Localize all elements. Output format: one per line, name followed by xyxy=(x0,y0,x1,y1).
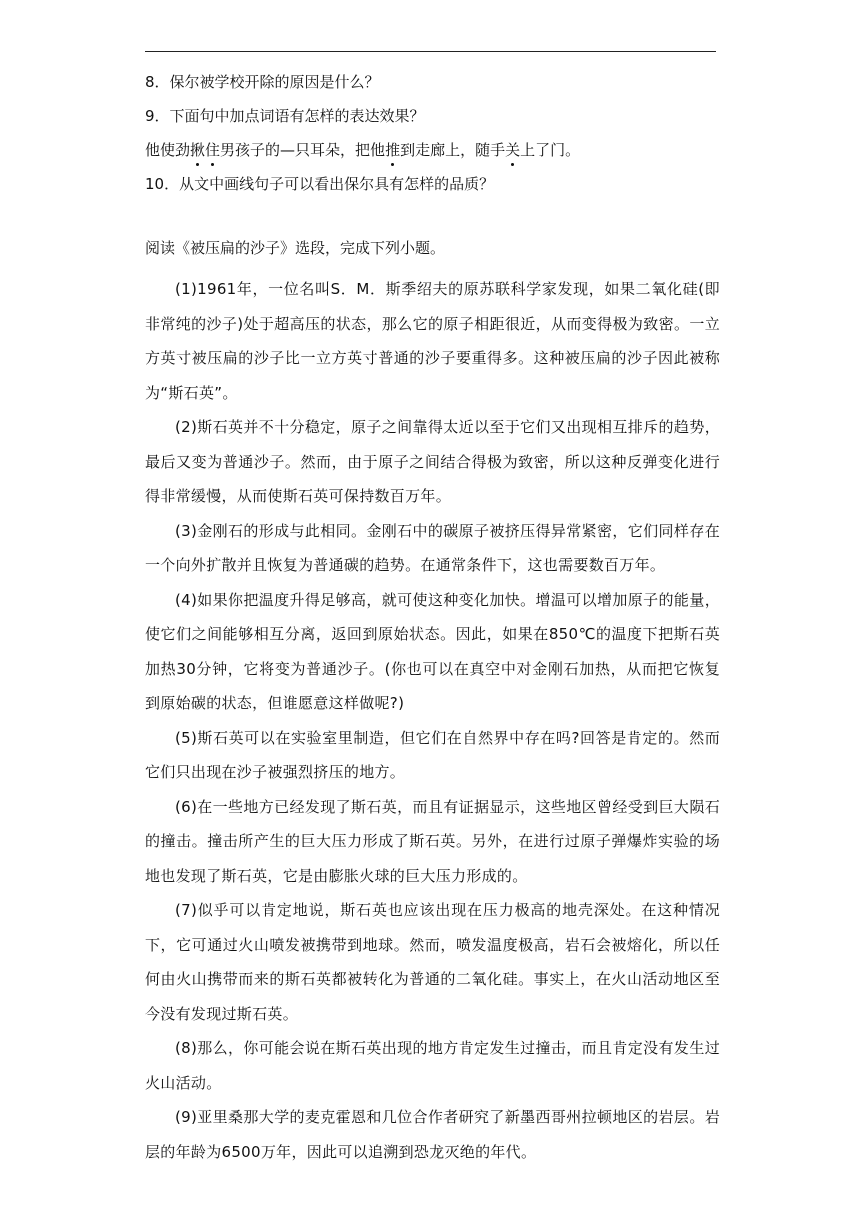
paragraph-6: (6)在一些地方已经发现了斯石英，而且有证据显示，这些地区曾经受到巨大陨石的撞击。撞击所产生的巨大压力形成了斯石英。另外，在进行过原子弹爆炸实验的场地也发现了斯石英，它是由膨胀火球的巨大压力形成的。 xyxy=(145,797,720,885)
paragraph-2: (2)斯石英并不十分稳定，原子之间靠得太近以至于它们又出现相互排斥的趋势，最后又变为普通沙子。然而，由于原子之间结合得极为致密，所以这种反弹变化进行得非常缓慢，从而使斯石英可保持数百万年。 xyxy=(145,418,720,505)
paragraph-4: (4)如果你把温度升得足够高，就可使这种变化加快。增温可以增加原子的能量，使它们之间能够相互分离，返回到原始状态。因此，如果在850℃的温度下把斯石英加热30分钟，它将变为普通沙子。(你也可以在真空中对金刚石加热，从而把它恢复到原始碳的状态，但谁愿意这样做呢?) xyxy=(145,590,720,712)
reading-intro: 阅读《被压扁的沙子》选段，完成下列小题。 xyxy=(145,239,446,257)
paragraph-8: (8)那么，你可能会说在斯石英出现的地方肯定发生过撞击，而且肯定没有发生过火山活动。 xyxy=(145,1039,720,1092)
paragraph-9: (9)亚里桑那大学的麦克霍恩和几位合作者研究了新墨西哥州拉顿地区的岩层。岩层的年龄为6500万年，因此可以追溯到恐龙灭绝的年代。 xyxy=(145,1108,720,1161)
sentence-part: 到走廊上，随手 xyxy=(400,141,506,159)
question-9-sentence xyxy=(145,140,580,160)
paragraph-5: (5)斯石英可以在实验室里制造，但它们在自然界中存在吗?回答是肯定的。然而它们只出现在沙子被强烈挤压的地方。 xyxy=(145,728,720,781)
sentence-part: 上了门。 xyxy=(520,141,581,159)
sentence-part: 男孩子的—只耳朵，把他 xyxy=(220,141,386,159)
dotted-word: 揪 xyxy=(190,141,206,159)
header-divider xyxy=(145,51,716,52)
question-8: 8．保尔被学校开除的原因是什么？ xyxy=(145,73,380,91)
paragraph-1: (1)1961年，一位名叫S．M．斯季绍夫的原苏联科学家发现，如果二氧化硅(即非常纯的沙子)处于超高压的状态，那么它的原子相距很近，从而变得极为致密。一立方英寸被压扁的沙子比一立方英寸普通的沙子要重得多。这种被压扁的沙子因此被称为“斯石英”。 xyxy=(145,280,720,402)
question-10: 10．从文中画线句子可以看出保尔具有怎样的品质？ xyxy=(145,175,495,193)
paragraph-3: (3)金刚石的形成与此相同。金刚石中的碳原子被挤压得异常紧密，它们同样存在一个向外扩散并且恢复为普通碳的趋势。在通常条件下，这也需要数百万年。 xyxy=(145,521,720,574)
paragraph-7: (7)似乎可以肯定地说，斯石英也应该出现在压力极高的地壳深处。在这种情况下，它可通过火山喷发被携带到地球。然而，喷发温度极高，岩石会被熔化，所以任何由火山携带而来的斯石英都被转化为普通的二氧化硅。事实上，在火山活动地区至今没有发现过斯石英。 xyxy=(145,901,720,1023)
dotted-word: 推 xyxy=(385,141,401,159)
dotted-word: 关 xyxy=(505,141,521,159)
dotted-word: 住 xyxy=(205,141,221,159)
reading-passage xyxy=(145,272,720,1169)
sentence-part: 他使劲 xyxy=(145,141,191,159)
question-9: 9．下面句中加点词语有怎样的表达效果？ xyxy=(145,107,425,125)
